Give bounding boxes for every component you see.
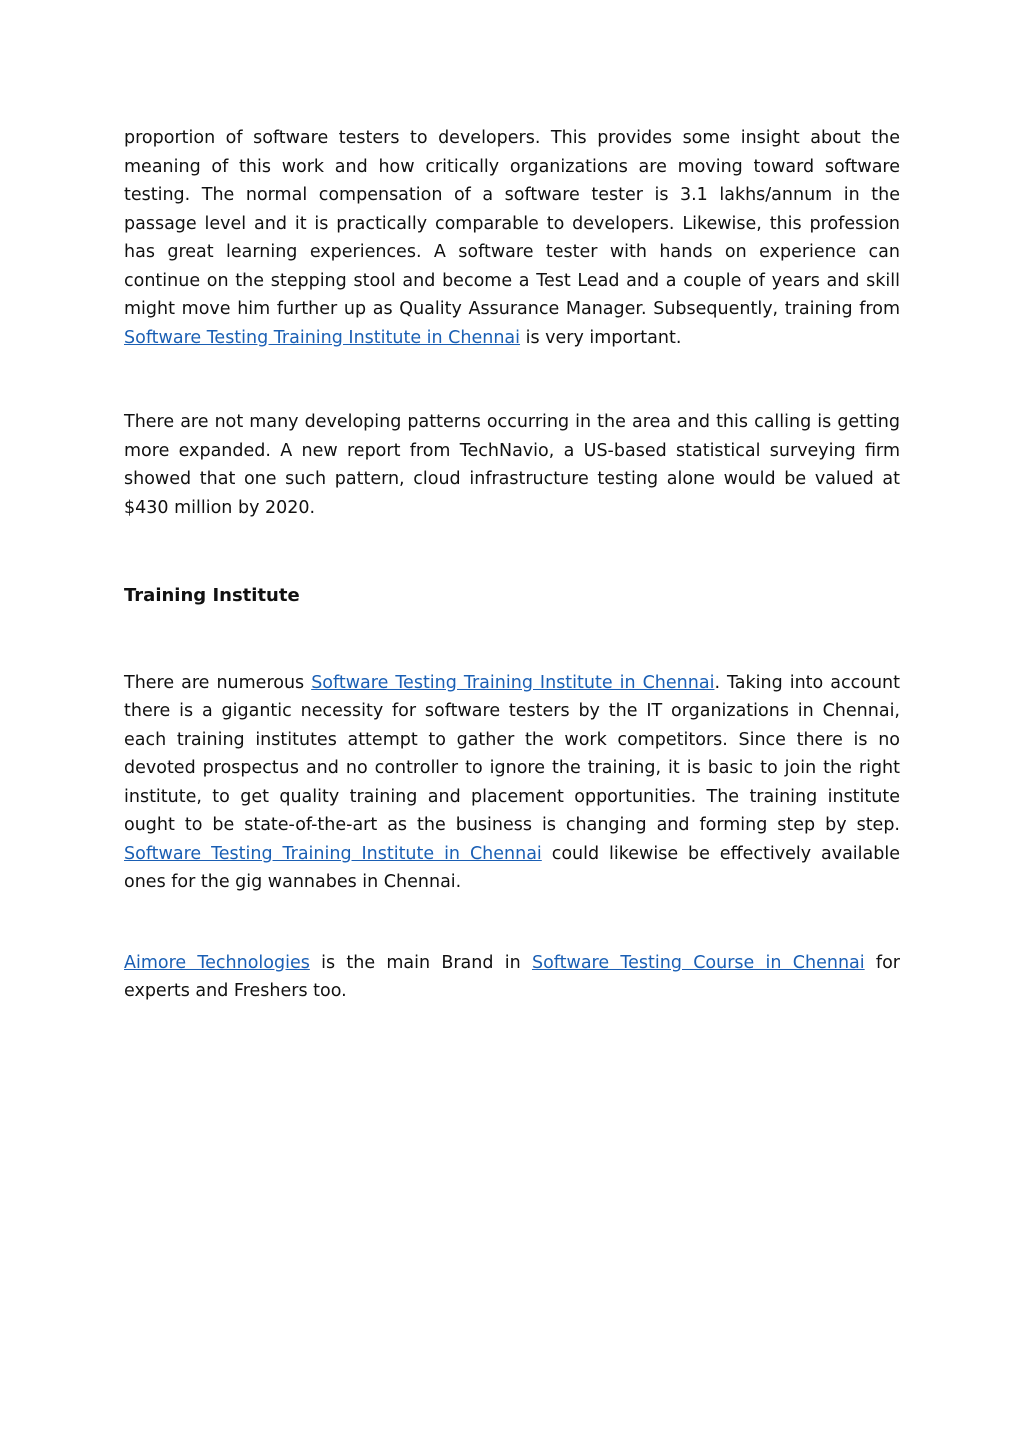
paragraph-compensation <box>124 124 900 352</box>
link-aimore-technologies[interactable]: Aimore Technologies <box>124 952 310 973</box>
link-software-testing-course[interactable]: Software Testing Course in Chennai <box>531 952 865 973</box>
link-software-testing-institute[interactable]: Software Testing Training Institute in Chennai <box>311 672 715 693</box>
link-software-testing-institute[interactable]: Software Testing Training Institute in Chennai <box>124 843 542 864</box>
paragraph-text: There are not many developing patterns occurring in the area and this calling is getting more expanded. A new report from TechNavio, a US-based statistical surveying firm showed that one such pattern, cloud infrastructure testing alone would be valued at $430 million by 2020. <box>124 412 900 518</box>
link-software-testing-institute[interactable]: Software Testing Training Institute in Chennai <box>124 327 521 348</box>
paragraph-text: proportion of software testers to developers. This provides some insight about the meaning of this work and how critically organizations are moving toward software testing. The normal compensation of a software tester is 3.1 lakhs/annum in the passage level and it is practically comparable to developers. Likewise, this profession has great learning experiences. A software tester with hands on experience can continue on the stepping stool and become a Test Lead and a couple of years and skill might move him further up as Quality Assurance Manager. Subsequently, training from <box>124 128 900 319</box>
paragraph-institutes <box>124 669 900 897</box>
paragraph-text-end: could likewise be effectively available ones for the gig wannabes in Chennai. <box>124 843 900 892</box>
paragraph-trends <box>124 408 900 522</box>
paragraph-text-end: for experts and Freshers too. <box>124 952 900 1001</box>
section-heading: Training Institute <box>124 585 300 606</box>
paragraph-text: . Taking into account there is a gigantic necessity for software testers by the IT organizations in Chennai, each training institutes attempt to gather the work competitors. Since there is no devoted prospectus and no controller to ignore the training, it is basic to join the right institute, to get quality training and placement opportunities. The training institute ought to be state-of-the-art as the business is changing and forming step by step. <box>124 672 900 835</box>
paragraph-brand <box>124 949 900 1006</box>
document-page <box>124 124 900 1006</box>
paragraph-text-start: There are numerous <box>124 672 312 693</box>
paragraph-text-end: is very important. <box>520 327 682 348</box>
paragraph-text: is the main Brand in <box>309 952 532 973</box>
